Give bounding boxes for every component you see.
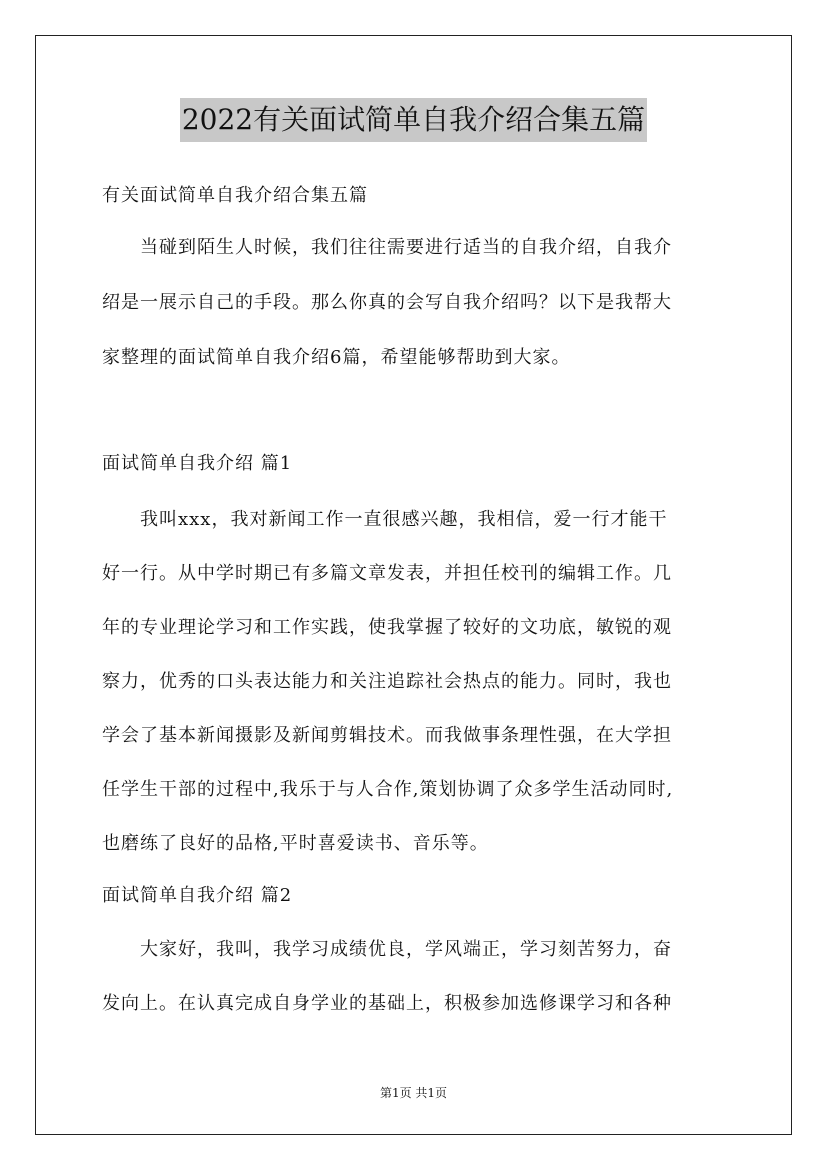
document-title: 2022有关面试简单自我介绍合集五篇 bbox=[180, 98, 647, 142]
intro-paragraph bbox=[102, 230, 727, 376]
subtitle-line: 有关面试简单自我介绍合集五篇 bbox=[102, 185, 368, 206]
paragraph-line: 年的专业理论学习和工作实践，使我掌握了较好的文功底，敏锐的观 bbox=[102, 617, 672, 638]
section-heading: 面试简单自我介绍 篇2 bbox=[102, 885, 293, 906]
document-subtitle bbox=[102, 178, 727, 214]
paragraph-line: 我叫xxx，我对新闻工作一直很感兴趣，我相信，爱一行才能干 bbox=[102, 509, 668, 530]
section2-paragraph bbox=[102, 932, 727, 1022]
paragraph-line: 任学生干部的过程中,我乐于与人合作,策划协调了众多学生活动同时, bbox=[102, 779, 674, 800]
section2-heading bbox=[102, 878, 727, 914]
section1-heading bbox=[102, 446, 727, 482]
paragraph-line: 好一行。从中学时期已有多篇文章发表，并担任校刊的编辑工作。几 bbox=[102, 563, 672, 584]
paragraph-line: 当碰到陌生人时候，我们往往需要进行适当的自我介绍，自我介 bbox=[102, 237, 672, 258]
paragraph-line: 大家好，我叫，我学习成绩优良，学风端正，学习刻苦努力，奋 bbox=[102, 939, 672, 960]
section1-paragraph bbox=[102, 502, 727, 862]
paragraph-line: 绍是一展示自己的手段。那么你真的会写自我介绍吗？以下是我帮大 bbox=[102, 292, 672, 313]
page-footer: 第1页 共1页 bbox=[379, 1086, 448, 1100]
paragraph-line: 发向上。在认真完成自身学业的基础上，积极参加选修课学习和各种 bbox=[102, 993, 672, 1014]
paragraph-line: 学会了基本新闻摄影及新闻剪辑技术。而我做事条理性强，在大学担 bbox=[102, 725, 672, 746]
title-container bbox=[0, 98, 827, 142]
paragraph-line: 察力，优秀的口头表达能力和关注追踪社会热点的能力。同时，我也 bbox=[102, 671, 672, 692]
section-heading: 面试简单自我介绍 篇1 bbox=[102, 453, 293, 474]
paragraph-line: 也磨练了良好的品格,平时喜爱读书、音乐等。 bbox=[102, 833, 489, 854]
paragraph-line: 家整理的面试简单自我介绍6篇，希望能够帮助到大家。 bbox=[102, 347, 571, 368]
